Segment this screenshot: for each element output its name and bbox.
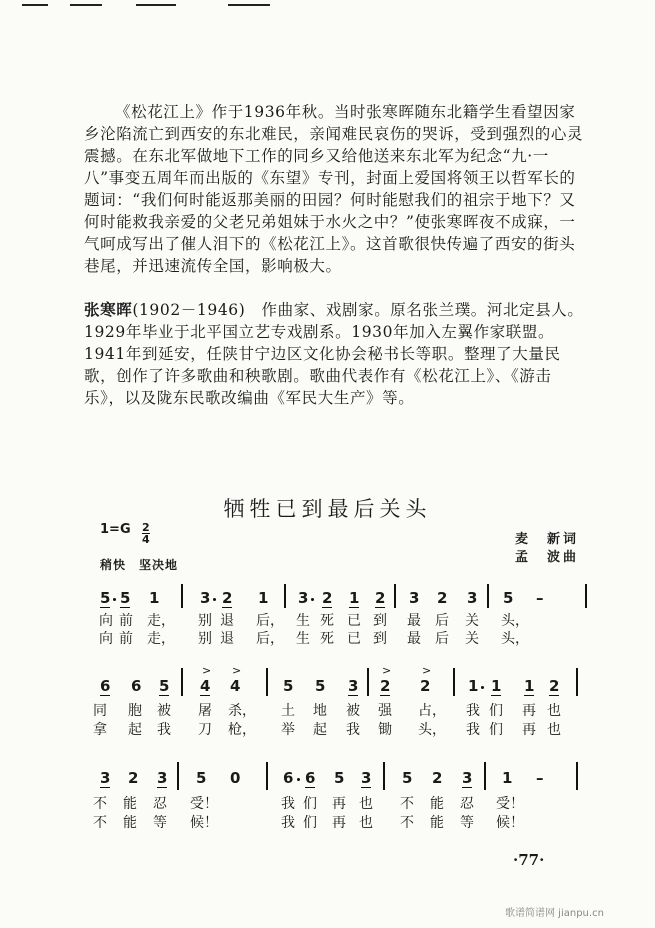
lyric: 也	[547, 703, 561, 719]
bar-line	[576, 762, 578, 790]
note: 5	[334, 769, 345, 787]
composer-credit: 孟 波曲	[514, 550, 579, 565]
time-signature	[142, 522, 150, 545]
bar-line	[383, 762, 385, 790]
lyric: 后	[435, 613, 449, 629]
lyric: 关	[465, 613, 479, 629]
lyric: 强	[378, 703, 392, 719]
lyric: 不	[93, 796, 107, 812]
lyric: 后	[435, 631, 449, 647]
lyric: 等	[153, 815, 167, 831]
lyric: 能	[123, 796, 137, 812]
note: 4	[200, 677, 211, 695]
note: 5	[283, 677, 294, 695]
bar-line	[284, 584, 286, 608]
watermark: 歌谱简谱网 jianpu.cn	[505, 908, 604, 919]
prose-bio	[84, 299, 584, 409]
bar-line	[367, 668, 369, 696]
lyric: 走，	[147, 613, 175, 629]
bar-line	[576, 668, 578, 696]
bar-line	[181, 584, 183, 608]
note: 2	[128, 769, 139, 787]
note: –	[536, 769, 544, 787]
note: 5	[402, 769, 413, 787]
lyric: 被	[157, 703, 171, 719]
prose-paragraph-1	[84, 101, 584, 277]
note: 3	[409, 589, 420, 607]
lyric: 杀，	[228, 703, 256, 719]
lyric: 不	[400, 796, 414, 812]
lyric: 退	[220, 613, 234, 629]
lyric: 屠	[198, 703, 212, 719]
top-rule-2	[70, 4, 102, 6]
lyric: 地	[313, 703, 327, 719]
dot	[213, 598, 216, 601]
lyric: 候！	[190, 815, 218, 831]
lyric: 们	[489, 703, 503, 719]
lyric: 举	[281, 722, 295, 738]
lyric: 向	[99, 631, 113, 647]
dot	[113, 598, 116, 601]
bio-name: 张寒晖	[84, 301, 133, 319]
lyric: 我	[281, 796, 295, 812]
lyric: 土	[281, 703, 295, 719]
note: 3	[467, 589, 478, 607]
lyric: 也	[547, 722, 561, 738]
top-rule-4	[228, 4, 270, 6]
lyric: 退	[220, 631, 234, 647]
page-number: ·77·	[513, 851, 545, 869]
time-top: 2	[142, 521, 150, 534]
note: 5	[315, 677, 326, 695]
note: 1	[258, 589, 269, 607]
top-rule-3	[136, 4, 176, 6]
note: 2	[380, 677, 391, 695]
note: 3	[157, 769, 168, 787]
lyric: 受！	[496, 796, 524, 812]
accent-mark: >	[422, 664, 432, 677]
bar-line	[394, 584, 396, 608]
lyric: 忍	[153, 796, 167, 812]
note: 3	[462, 769, 473, 787]
bar-line	[453, 668, 455, 696]
lyric: 死	[320, 631, 334, 647]
bar-line	[266, 668, 268, 696]
lyric: 已	[347, 631, 361, 647]
lyric: 等	[460, 815, 474, 831]
lyric: 已	[347, 613, 361, 629]
lyric: 后，	[256, 631, 284, 647]
key-signature: 1=G	[100, 522, 131, 537]
accent-mark: >	[202, 664, 212, 677]
bar-line	[266, 762, 268, 790]
note: 1	[502, 769, 513, 787]
lyric: 前	[119, 631, 133, 647]
note: 5	[196, 769, 207, 787]
lyric: 最	[407, 613, 421, 629]
lyric: 我	[466, 703, 480, 719]
lyric: 再	[332, 815, 346, 831]
note: 2	[437, 589, 448, 607]
note: 1	[149, 589, 160, 607]
note: 3	[200, 589, 211, 607]
note: 6	[305, 769, 316, 787]
note: 2	[322, 589, 333, 607]
note: 4	[230, 677, 241, 695]
note: 2	[420, 677, 431, 695]
lyric: 再	[522, 722, 536, 738]
lyric: 起	[128, 722, 142, 738]
lyric: 枪，	[228, 722, 256, 738]
note: 3	[348, 677, 359, 695]
note: 5	[120, 589, 131, 607]
note: 3	[298, 589, 309, 607]
lyric: 被	[346, 703, 360, 719]
note: 5	[503, 589, 514, 607]
song-title: 牺牲已到最后关头	[223, 497, 432, 521]
note: 5	[159, 677, 170, 695]
lyric: 能	[123, 815, 137, 831]
lyric: 能	[430, 815, 444, 831]
bar-line	[484, 762, 486, 790]
bar-line	[181, 668, 183, 696]
lyric: 头，	[501, 613, 529, 629]
accent-mark: >	[382, 664, 392, 677]
lyric: 再	[332, 796, 346, 812]
lyric: 前	[119, 613, 133, 629]
lyric: 向	[99, 613, 113, 629]
lyric: 们	[303, 815, 317, 831]
lyric: 不	[400, 815, 414, 831]
lyric: 拿	[93, 722, 107, 738]
lyric: 起	[313, 722, 327, 738]
lyric: 能	[430, 796, 444, 812]
composer-bio	[84, 299, 584, 409]
note: 1	[349, 589, 360, 607]
lyric: 刀	[198, 722, 212, 738]
lyric: 们	[303, 796, 317, 812]
note: 3	[361, 769, 372, 787]
lyric: 受！	[190, 796, 218, 812]
lyric: 生	[296, 631, 310, 647]
dot	[311, 598, 314, 601]
lyric: 走，	[147, 631, 175, 647]
note: 3	[100, 769, 111, 787]
bar-line	[487, 584, 489, 608]
dot	[481, 686, 484, 689]
lyric: 后，	[256, 613, 284, 629]
lyric: 头，	[418, 722, 446, 738]
lyric: 占，	[418, 703, 446, 719]
accent-mark: >	[232, 664, 242, 677]
bio-text: (1902－1946) 作曲家、戏剧家。原名张兰璞。河北定县人。1929年毕业于北平国立艺专戏剧系。1930年加入左翼作家联盟。1941年到延安，任陕甘宁边区文化协会秘书长等职。整理了大量民歌，创作了许多歌曲和秧歌剧。歌曲代表作有《松花江上》、《游击乐》，以及陇东民歌改编曲《军民大生产》等。	[84, 301, 584, 407]
lyric: 不	[93, 815, 107, 831]
lyric: 头，	[501, 631, 529, 647]
note: 0	[230, 769, 241, 787]
note: 1	[468, 677, 479, 695]
lyricist-credit: 麦 新词	[514, 532, 579, 547]
lyric: 同	[93, 703, 107, 719]
note: 5	[100, 589, 111, 607]
lyric: 我	[346, 722, 360, 738]
lyric: 生	[296, 613, 310, 629]
song-history-text: 《松花江上》作于1936年秋。当时张寒晖随东北籍学生看望因家乡沦陷流亡到西安的东北难民，亲闻难民哀伤的哭诉，受到强烈的心灵震撼。在东北军做地下工作的同乡又给他送来东北军为纪念“九·一八”事变五周年而出版的《东望》专刊，封面上爱国将领王以哲军长的题词：“我们何时能返那美丽的田园？何时能慰我们的祖宗于地下？又何时能救我亲爱的父老兄弟姐妹于水火之中？”使张寒晖夜不成寐，一气呵成写出了催人泪下的《松花江上》。这首歌很快传遍了西安的街头巷尾，并迅速流传全国，影响极大。	[84, 103, 584, 275]
note: 2	[222, 589, 233, 607]
lyric: 死	[320, 613, 334, 629]
lyric: 我	[157, 722, 171, 738]
bar-line	[177, 762, 179, 790]
lyric: 候！	[496, 815, 524, 831]
note: 6	[283, 769, 294, 787]
note: 6	[131, 677, 142, 695]
lyric: 锄	[378, 722, 392, 738]
note: 2	[432, 769, 443, 787]
lyric: 到	[373, 613, 387, 629]
lyric: 最	[407, 631, 421, 647]
lyric: 也	[359, 815, 373, 831]
lyric: 也	[359, 796, 373, 812]
dot	[297, 778, 300, 781]
note: 2	[375, 589, 386, 607]
note: 6	[100, 677, 111, 695]
lyric: 们	[489, 722, 503, 738]
time-bottom: 4	[142, 533, 150, 546]
lyric: 胞	[128, 703, 142, 719]
lyric: 忍	[460, 796, 474, 812]
lyric: 关	[465, 631, 479, 647]
lyric: 再	[522, 703, 536, 719]
note: 1	[524, 677, 535, 695]
lyric: 我	[466, 722, 480, 738]
bar-line	[585, 584, 587, 608]
note: 2	[549, 677, 560, 695]
note: –	[536, 589, 544, 607]
lyric: 别	[198, 631, 212, 647]
lyric: 到	[373, 631, 387, 647]
tempo-marking: 稍快 坚决地	[100, 558, 179, 572]
note: 1	[491, 677, 502, 695]
lyric: 别	[198, 613, 212, 629]
lyric: 我	[281, 815, 295, 831]
top-rule-1	[22, 4, 48, 6]
